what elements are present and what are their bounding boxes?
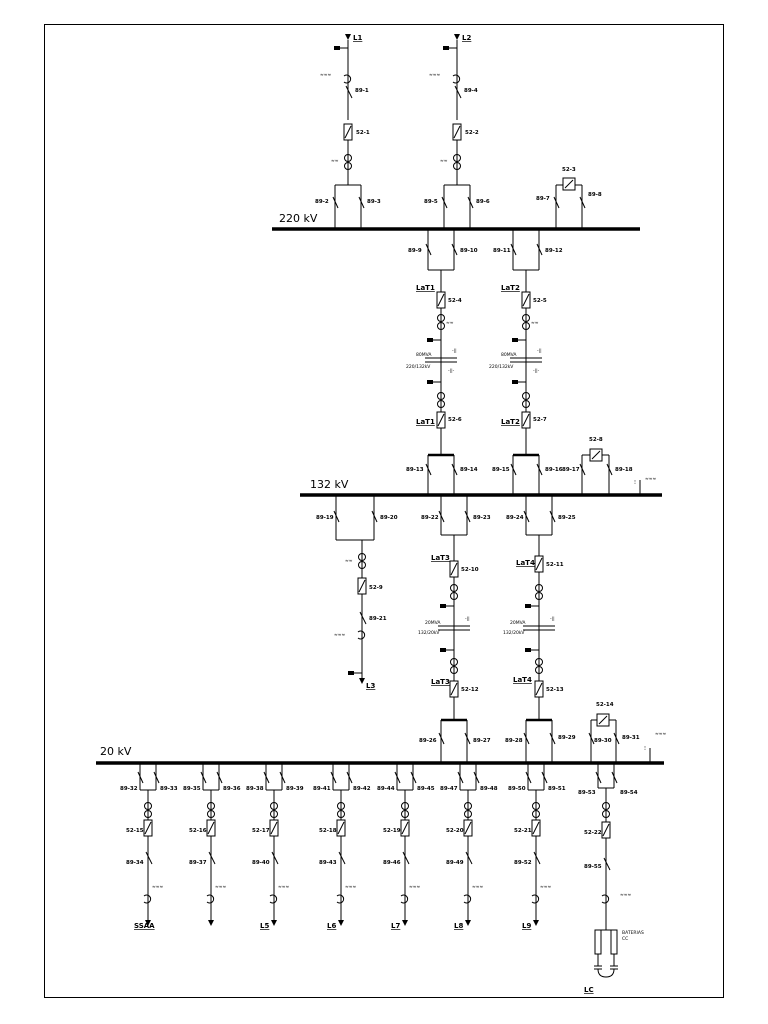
transformer-bay-lat3 <box>418 495 491 763</box>
disc-bottom-label: 89-40 <box>252 860 270 866</box>
disc-bottom-label: 89-52 <box>514 860 532 866</box>
disc-89-53-label: 89-53 <box>578 790 596 796</box>
disc-right-label: 89-33 <box>160 786 178 792</box>
breaker-52-14-label: 52-14 <box>596 702 614 708</box>
disc-89-25-label: 89-25 <box>558 515 576 521</box>
lat2-lv-label: LaT2 <box>501 418 520 426</box>
disc-right-label: 89-45 <box>417 786 435 792</box>
disc-89-18-label: 89-18 <box>615 467 633 473</box>
lat4-rating: 20MVA <box>510 621 526 626</box>
svg-text:⫶⫶: ⫶⫶ <box>644 747 647 752</box>
svg-text:≈≈: ≈≈ <box>331 159 339 164</box>
lat4-ratio: 132/20kV <box>503 631 525 636</box>
disc-left-label: 89-50 <box>508 786 526 792</box>
disc-left-label: 89-47 <box>440 786 458 792</box>
svg-text:-||-: -||- <box>448 369 455 374</box>
disc-89-9-label: 89-9 <box>408 248 422 254</box>
bus-220kv-label: 220 kV <box>279 212 318 225</box>
svg-text:-||: -|| <box>452 349 457 354</box>
transformer-bay-lat4 <box>503 495 576 763</box>
feeder-l1-name: L1 <box>353 34 363 42</box>
lat4-lv-label: LaT4 <box>513 676 532 684</box>
disc-89-17-label: 89-17 <box>562 467 580 473</box>
breaker-52-13-label: 52-13 <box>546 687 564 693</box>
lat4-hv-label: LaT4 <box>516 559 535 567</box>
lat2-ratio: 220/132kV <box>489 365 514 370</box>
svg-text:≈≈≈: ≈≈≈ <box>540 885 552 890</box>
feeder-l1 <box>315 34 381 229</box>
breaker-label: 52-18 <box>319 828 337 834</box>
svg-text:≈≈: ≈≈ <box>440 159 448 164</box>
disc-89-1-label: 89-1 <box>355 88 369 94</box>
disc-89-4-label: 89-4 <box>464 88 478 94</box>
breaker-52-4-label: 52-4 <box>448 298 462 304</box>
coupler-220kv <box>536 167 602 229</box>
lat1-hv-label: LaT1 <box>416 284 435 292</box>
disc-left-label: 89-32 <box>120 786 138 792</box>
svg-text:≈≈≈: ≈≈≈ <box>429 73 441 78</box>
disc-right-label: 89-39 <box>286 786 304 792</box>
disc-left-label: 89-41 <box>313 786 331 792</box>
feeder-lc-name: LC <box>584 986 594 994</box>
disc-89-6-label: 89-6 <box>476 199 490 205</box>
breaker-label: 52-20 <box>446 828 464 834</box>
disc-89-13-label: 89-13 <box>406 467 424 473</box>
breaker-52-3-label: 52-3 <box>562 167 576 173</box>
svg-text:≈≈≈: ≈≈≈ <box>620 893 632 898</box>
breaker-52-11-label: 52-11 <box>546 562 564 568</box>
feeder-20kv-name: L6 <box>327 922 337 930</box>
svg-text:≈≈≈: ≈≈≈ <box>645 477 657 482</box>
svg-text:≈≈≈: ≈≈≈ <box>472 885 484 890</box>
disc-bottom-label: 89-43 <box>319 860 337 866</box>
coupler-20kv <box>589 702 667 763</box>
disc-89-22-label: 89-22 <box>421 515 439 521</box>
coupler-132kv <box>562 437 657 495</box>
disc-89-15-label: 89-15 <box>492 467 510 473</box>
lat3-hv-label: LaT3 <box>431 554 450 562</box>
disc-89-26-label: 89-26 <box>419 738 437 744</box>
disc-89-54-label: 89-54 <box>620 790 638 796</box>
feeder-20kv-name: L7 <box>391 922 401 930</box>
bus-20kv <box>96 745 664 763</box>
bus-20kv-label: 20 kV <box>100 745 132 758</box>
disc-right-label: 89-42 <box>353 786 371 792</box>
breaker-label: 52-19 <box>383 828 401 834</box>
disc-bottom-label: 89-49 <box>446 860 464 866</box>
feeder-l3-name: L3 <box>366 682 376 690</box>
bus-220kv <box>272 212 640 229</box>
breaker-52-6-label: 52-6 <box>448 417 462 423</box>
svg-text:≈≈≈: ≈≈≈ <box>655 732 667 737</box>
lat3-rating: 20MVA <box>425 621 441 626</box>
disc-89-23-label: 89-23 <box>473 515 491 521</box>
feeder-20kv-name: L5 <box>260 922 270 930</box>
feeder-20kv-name: L8 <box>454 922 464 930</box>
breaker-52-8-label: 52-8 <box>589 437 603 443</box>
disc-left-label: 89-38 <box>246 786 264 792</box>
bus-132kv-label: 132 kV <box>310 478 349 491</box>
feeders-20kv <box>120 763 566 930</box>
capacitor-feeder <box>578 763 644 994</box>
svg-text:≈≈: ≈≈ <box>446 321 454 326</box>
svg-text:-||-: -||- <box>533 369 540 374</box>
disc-89-29-label: 89-29 <box>558 735 576 741</box>
disc-89-3-label: 89-3 <box>367 199 381 205</box>
disc-right-label: 89-36 <box>223 786 241 792</box>
svg-text:≈≈≈: ≈≈≈ <box>215 885 227 890</box>
disc-89-11-label: 89-11 <box>493 248 511 254</box>
svg-text:≈≈≈: ≈≈≈ <box>152 885 164 890</box>
feeder-20kv-name: SSAA <box>134 922 155 930</box>
disc-89-10-label: 89-10 <box>460 248 478 254</box>
disc-89-20-label: 89-20 <box>380 515 398 521</box>
feeder-20kv-name: L9 <box>522 922 532 930</box>
svg-text:≈≈≈: ≈≈≈ <box>320 73 332 78</box>
svg-text:≈≈: ≈≈ <box>531 321 539 326</box>
disc-89-2-label: 89-2 <box>315 199 329 205</box>
breaker-52-5-label: 52-5 <box>533 298 547 304</box>
disc-right-label: 89-51 <box>548 786 566 792</box>
breaker-52-9-label: 52-9 <box>369 585 383 591</box>
breaker-52-22-label: 52-22 <box>584 830 602 836</box>
disc-89-27-label: 89-27 <box>473 738 491 744</box>
disc-89-7-label: 89-7 <box>536 196 550 202</box>
disc-right-label: 89-48 <box>480 786 498 792</box>
disc-89-14-label: 89-14 <box>460 467 478 473</box>
breaker-label: 52-16 <box>189 828 207 834</box>
feeder-l2-name: L2 <box>462 34 472 42</box>
breaker-52-7-label: 52-7 <box>533 417 547 423</box>
disc-bottom-label: 89-46 <box>383 860 401 866</box>
breaker-label: 52-17 <box>252 828 270 834</box>
svg-text:≈≈≈: ≈≈≈ <box>334 633 346 638</box>
svg-text:≈≈≈: ≈≈≈ <box>278 885 290 890</box>
lat1-rating: 80MVA <box>416 353 432 358</box>
svg-text:≈≈≈: ≈≈≈ <box>345 885 357 890</box>
bus-132kv <box>300 478 662 495</box>
capacitor-bank-sub: CC <box>622 937 629 942</box>
disc-89-16-label: 89-16 <box>545 467 563 473</box>
disc-89-24-label: 89-24 <box>506 515 524 521</box>
svg-text:-||: -|| <box>465 617 470 622</box>
breaker-52-2-label: 52-2 <box>465 130 479 136</box>
disc-89-5-label: 89-5 <box>424 199 438 205</box>
transformer-bay-lat2 <box>489 229 563 495</box>
disc-89-31-label: 89-31 <box>622 735 640 741</box>
feeder-l2 <box>424 34 490 229</box>
lat3-ratio: 132/20kV <box>418 631 440 636</box>
svg-text:≈≈: ≈≈ <box>345 559 353 564</box>
lat1-lv-label: LaT1 <box>416 418 435 426</box>
lat1-ratio: 220/132kV <box>406 365 431 370</box>
breaker-52-12-label: 52-12 <box>461 687 479 693</box>
disc-89-8-label: 89-8 <box>588 192 602 198</box>
lat3-lv-label: LaT3 <box>431 678 450 686</box>
disc-left-label: 89-35 <box>183 786 201 792</box>
disc-89-19-label: 89-19 <box>316 515 334 521</box>
svg-text:-||: -|| <box>550 617 555 622</box>
disc-bottom-label: 89-37 <box>189 860 207 866</box>
svg-text:-||: -|| <box>537 349 542 354</box>
breaker-label: 52-15 <box>126 828 144 834</box>
disc-89-12-label: 89-12 <box>545 248 563 254</box>
breaker-52-1-label: 52-1 <box>356 130 370 136</box>
disc-89-21-label: 89-21 <box>369 616 387 622</box>
lat2-hv-label: LaT2 <box>501 284 520 292</box>
disc-89-28-label: 89-28 <box>505 738 523 744</box>
breaker-52-10-label: 52-10 <box>461 567 479 573</box>
disc-89-55-label: 89-55 <box>584 864 602 870</box>
svg-text:⫶⫶: ⫶⫶ <box>634 481 637 486</box>
svg-text:≈≈≈: ≈≈≈ <box>409 885 421 890</box>
breaker-label: 52-21 <box>514 828 532 834</box>
disc-left-label: 89-44 <box>377 786 395 792</box>
transformer-bay-lat1 <box>406 229 478 495</box>
disc-89-30-label: 89-30 <box>594 738 612 744</box>
disc-bottom-label: 89-34 <box>126 860 144 866</box>
feeder-l3 <box>316 495 398 690</box>
lat2-rating: 80MVA <box>501 353 517 358</box>
capacitor-bank-label: BATERIAS <box>622 931 644 936</box>
